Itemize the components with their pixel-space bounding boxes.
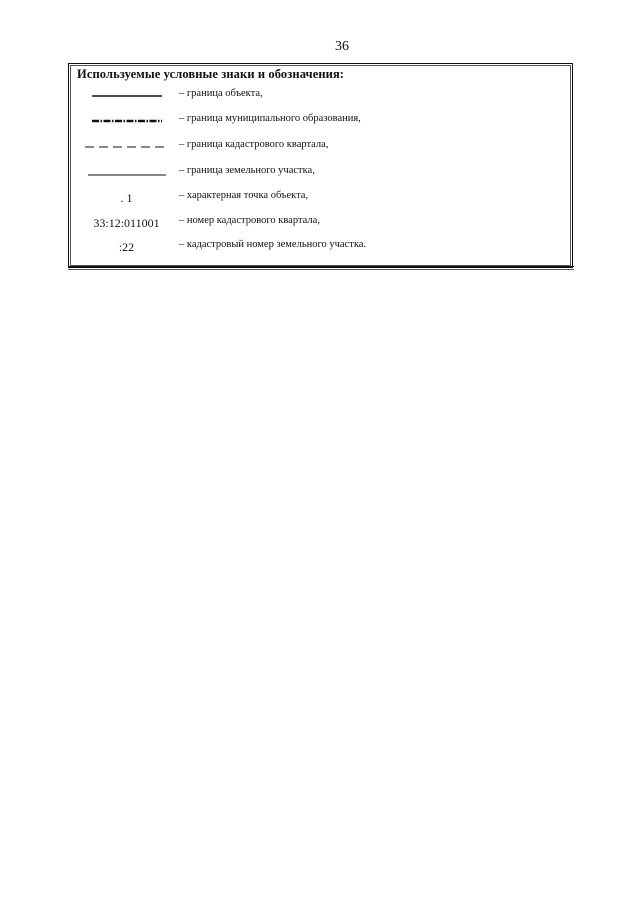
legend-item-cadastral-quarter-number bbox=[69, 213, 572, 233]
characteristic-point-symbol bbox=[79, 188, 174, 208]
land-plot-number-symbol bbox=[79, 237, 174, 257]
legend-title: Используемые условные знаки и обозначения: bbox=[77, 67, 345, 81]
cadastral-quarter-number-label: 33:12:011001 bbox=[93, 215, 160, 230]
land-plot-boundary-description: – граница земельного участка, bbox=[179, 165, 315, 176]
legend-item-characteristic-point bbox=[69, 188, 572, 208]
cadastral-quarter-number-symbol bbox=[79, 213, 174, 233]
cadastral-quarter-boundary-description: – граница кадастрового квартала, bbox=[179, 139, 329, 150]
characteristic-point-description: – характерная точка объекта, bbox=[179, 190, 309, 201]
page-number: 36 bbox=[335, 39, 349, 54]
municipal-boundary-description: – граница муниципального образования, bbox=[179, 113, 361, 124]
characteristic-point-label: . 1 bbox=[120, 190, 133, 205]
municipal-boundary-symbol bbox=[79, 111, 174, 131]
land-plot-number-description: – кадастровый номер земельного участка. bbox=[179, 239, 367, 250]
legend-item-cadastral-quarter-boundary bbox=[69, 137, 572, 157]
legend-item-municipal-boundary bbox=[69, 111, 572, 131]
cadastral-quarter-boundary-symbol bbox=[79, 137, 174, 157]
legend-bottom-rule bbox=[68, 266, 574, 270]
legend-item-land-plot-number bbox=[69, 237, 572, 257]
land-plot-number-label: :22 bbox=[118, 239, 135, 254]
cadastral-quarter-number-description: – номер кадастрового квартала, bbox=[179, 215, 320, 226]
legend-box bbox=[68, 63, 573, 268]
legend-item-object-boundary bbox=[69, 86, 572, 106]
object-boundary-description: – граница объекта, bbox=[179, 88, 263, 99]
object-boundary-symbol bbox=[79, 86, 174, 106]
legend-item-land-plot-boundary bbox=[69, 163, 572, 183]
land-plot-boundary-symbol bbox=[79, 163, 174, 183]
